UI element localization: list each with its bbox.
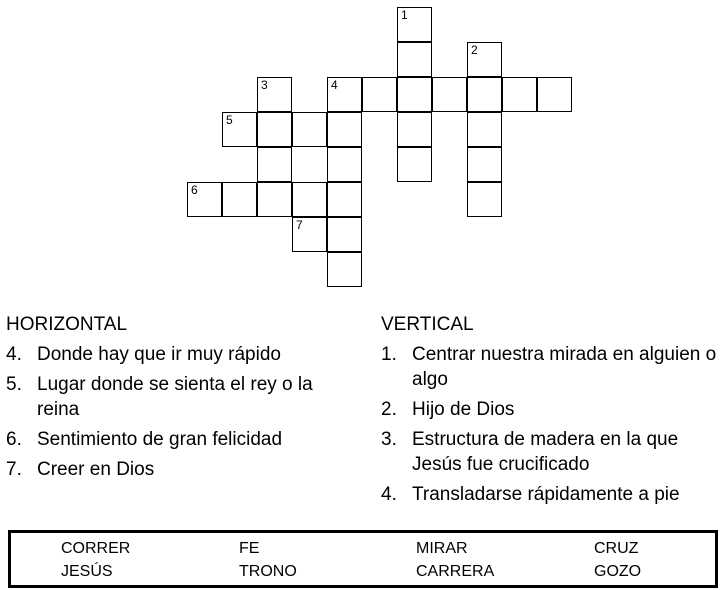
word-bank-item: MIRAR (416, 540, 468, 557)
clue-number: 4. (381, 484, 397, 505)
word-bank-item: CRUZ (594, 540, 639, 557)
grid-cell[interactable] (327, 147, 362, 182)
grid-cell[interactable] (467, 112, 502, 147)
word-bank-item: GOZO (594, 563, 642, 580)
grid-cell[interactable] (467, 42, 502, 77)
grid-cell[interactable] (257, 77, 292, 112)
vertical-clue (381, 427, 721, 477)
grid-cell[interactable] (327, 182, 362, 217)
word-bank-item: CORRER (61, 540, 131, 557)
word-bank-item: CARRERA (416, 563, 495, 580)
word-bank (8, 530, 718, 588)
grid-cell[interactable] (397, 112, 432, 147)
clue-number: 6 (191, 183, 198, 197)
clue-number: 5 (226, 113, 233, 127)
clue-number: 2 (471, 43, 478, 57)
clue-text: Estructura de madera en la que Jesús fue crucificado (412, 429, 679, 475)
horizontal-clue-list (6, 342, 336, 487)
horizontal-clue (6, 372, 336, 422)
clue-number: 7. (6, 459, 22, 480)
clue-text: Donde hay que ir muy rápido (37, 344, 281, 365)
clue-number: 1 (401, 8, 408, 22)
grid-cell[interactable] (257, 112, 292, 147)
word-bank-item: JESÚS (61, 563, 113, 580)
grid-cell[interactable] (467, 77, 502, 112)
horizontal-clue (6, 427, 336, 452)
vertical-clue (381, 482, 721, 507)
grid-cell[interactable] (397, 147, 432, 182)
grid-cell[interactable] (327, 112, 362, 147)
vertical-clue (381, 342, 721, 392)
clue-number: 6. (6, 429, 22, 450)
clue-number: 7 (296, 218, 303, 232)
clue-text: Creer en Dios (37, 459, 155, 480)
grid-cell[interactable] (292, 182, 327, 217)
grid-cell[interactable] (257, 182, 292, 217)
grid-cell[interactable] (292, 112, 327, 147)
clue-number: 3. (381, 429, 397, 450)
grid-cell[interactable] (292, 217, 327, 252)
clue-number: 4 (331, 78, 338, 92)
vertical-clue-list (381, 342, 721, 512)
grid-cell[interactable] (397, 7, 432, 42)
clue-number: 4. (6, 344, 22, 365)
clue-text: Hijo de Dios (412, 399, 515, 420)
horizontal-clue (6, 342, 336, 367)
grid-cell[interactable] (432, 77, 467, 112)
grid-cell[interactable] (327, 217, 362, 252)
horizontal-heading: HORIZONTAL (6, 314, 128, 335)
clue-text: Lugar donde se sienta el rey o la reina (37, 374, 313, 420)
grid-cell[interactable] (502, 77, 537, 112)
clue-text: Transladarse rápidamente a pie (412, 484, 680, 505)
vertical-heading: VERTICAL (381, 314, 474, 335)
horizontal-clue (6, 457, 336, 482)
clue-number: 5. (6, 374, 22, 395)
vertical-clue (381, 397, 721, 422)
grid-cell[interactable] (397, 42, 432, 77)
word-bank-item: TRONO (239, 563, 297, 580)
clue-number: 2. (381, 399, 397, 420)
clue-text: Centrar nuestra mirada en alguien o algo (412, 344, 717, 390)
grid-cell[interactable] (467, 147, 502, 182)
grid-cell[interactable] (257, 147, 292, 182)
grid-cell[interactable] (537, 77, 572, 112)
clue-text: Sentimiento de gran felicidad (37, 429, 283, 450)
word-bank-item: FE (239, 540, 260, 557)
grid-cell[interactable] (327, 252, 362, 287)
clue-number: 3 (261, 78, 268, 92)
grid-cell[interactable] (222, 182, 257, 217)
grid-cell[interactable] (467, 182, 502, 217)
grid-cell[interactable] (362, 77, 397, 112)
grid-cell[interactable] (187, 182, 222, 217)
grid-cell[interactable] (327, 77, 362, 112)
clue-number: 1. (381, 344, 397, 365)
grid-cell[interactable] (397, 77, 432, 112)
grid-cell[interactable] (222, 112, 257, 147)
